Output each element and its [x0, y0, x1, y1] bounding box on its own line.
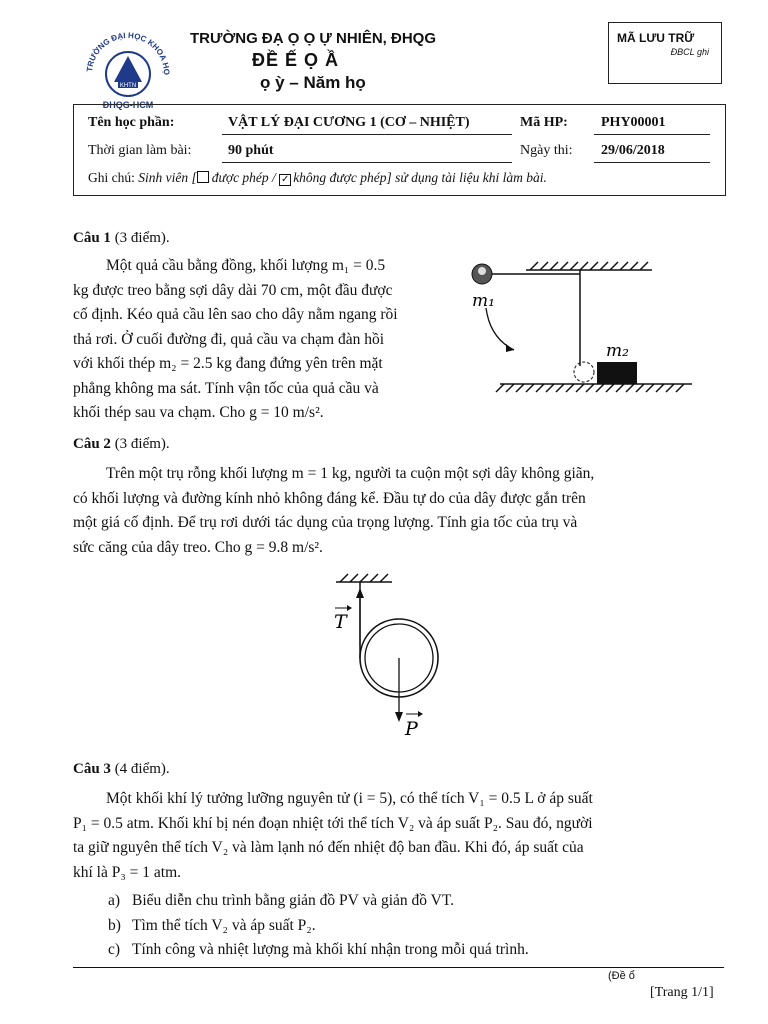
duration-value: 90 phút	[228, 143, 274, 158]
q1-line: khối thép sau va chạm. Cho g = 10 m/s².	[73, 404, 324, 421]
q2-line: một giá cố định. Để trụ rơi dưới tác dụng của trọng lượng. Tính gia tốc của trụ và	[73, 514, 578, 531]
q1-body	[73, 254, 453, 426]
checkbox-checked-icon: ✓	[280, 174, 290, 185]
label-m1: m₁	[472, 291, 495, 311]
steel-block	[597, 362, 637, 384]
q3-heading-line	[73, 757, 170, 781]
q1-line: kg được treo bằng sợi dây dài 70 cm, một đầu được	[73, 281, 393, 299]
footer-note: (Đề ổ	[608, 970, 635, 982]
q1-line: cố định. Kéo quả cầu lên sao cho dây nằm ngang rồi	[73, 306, 398, 323]
q2-heading: Câu 2	[73, 436, 111, 452]
q2-diagram	[326, 566, 456, 746]
exam-info-box	[73, 104, 726, 196]
q1-line: Một quả cầu bằng đồng, khối lượng m₁ = 0.5	[106, 257, 386, 274]
label-T: T	[334, 611, 347, 633]
note-suffix: ] sử dụng tài liệu khi làm bài.	[386, 170, 547, 185]
course-label: Tên học phần:	[88, 115, 175, 130]
school-name: TRƯỜNG ĐẠ Ọ Ọ Ự NHIÊN, ĐHQG	[190, 30, 437, 47]
logo-bottom-text: ĐHQG-HCM	[102, 100, 154, 110]
duration-label: Thời gian làm bài:	[88, 143, 192, 158]
q1-line: phẳng không ma sát. Tính vận tốc của quả cầu và	[73, 379, 379, 397]
label-m2: m₂	[606, 341, 629, 361]
q2-points: (3 điểm).	[114, 436, 170, 452]
footer-rule	[73, 967, 724, 968]
q3-item-text: Biểu diễn chu trình bằng giản đồ PV và giản đồ VT.	[132, 892, 455, 909]
q1-heading: Câu 1	[73, 230, 111, 246]
q2-heading-line	[73, 432, 170, 456]
logo-center-text: KHTN	[119, 83, 137, 89]
exam-subtitle: ọ ỳ – Năm họ	[260, 73, 366, 92]
q2-body	[73, 462, 697, 560]
label-P: P	[405, 718, 418, 740]
note-line	[88, 170, 547, 186]
course-code-label: Mã HP:	[520, 115, 568, 130]
note-allowed: được phép /	[211, 170, 276, 185]
course-code-value: PHY00001	[601, 115, 666, 130]
q2-line: có khối lượng và đường kính nhỏ không đáng kể. Đầu tự do của dây được gắn trên	[73, 489, 586, 507]
note-prefix: Sinh viên [	[138, 170, 197, 185]
q3-item-marker: c)	[108, 941, 121, 958]
page-number: [Trang 1/1]	[650, 985, 714, 1000]
q3-line: P₁ = 0.5 atm. Khối khí bị nén đoạn nhiệt tới thể tích V₂ và áp suất P₂. Sau đó, người	[73, 814, 593, 832]
exam-date-value: 29/06/2018	[601, 143, 665, 158]
storage-code-note: ĐBCL ghi	[670, 47, 709, 57]
q1-diagram	[462, 254, 702, 404]
q3-line: khí là P₃ = 1 atm.	[73, 863, 182, 881]
q3-item-text: Tính công và nhiệt lượng mà khối khí nhận trong mỗi quá trình.	[132, 941, 529, 958]
q3-item-marker: a)	[108, 892, 121, 909]
q1-line: với khối thép m₂ = 2.5 kg đang đứng yên trên mặt	[73, 355, 383, 372]
exam-date-label: Ngày thi:	[520, 143, 573, 158]
q3-item-a	[108, 889, 698, 914]
q3-item-text: Tìm thể tích V₂ và áp suất P₂.	[132, 916, 316, 934]
q1-points: (3 điểm).	[114, 230, 170, 246]
university-logo	[78, 22, 178, 112]
note-not-allowed: không được phép	[293, 170, 387, 185]
q3-body	[73, 787, 697, 885]
storage-code-box	[608, 22, 722, 84]
exam-title: ĐỀ Ế Ọ Ầ	[252, 50, 340, 70]
q1-heading-line	[73, 226, 170, 250]
q3-item-c	[108, 938, 698, 963]
note-label: Ghi chú:	[88, 170, 135, 185]
q3-subquestions	[108, 889, 698, 963]
q3-heading: Câu 3	[73, 761, 111, 777]
q3-item-b	[108, 914, 698, 939]
q2-line: sức căng của dây treo. Cho g = 9.8 m/s².	[73, 538, 323, 556]
q1-line: thả rơi. Ở cuối đường đi, quả cầu va chạm đàn hồi	[73, 330, 385, 348]
q3-item-marker: b)	[108, 916, 121, 934]
q2-line: Trên một trụ rỗng khối lượng m = 1 kg, người ta cuộn một sợi dây không giãn,	[106, 465, 595, 482]
course-value: VẬT LÝ ĐẠI CƯƠNG 1 (CƠ – NHIỆT)	[228, 115, 470, 130]
q3-line: Một khối khí lý tưởng lưỡng nguyên tử (i = 5), có thể tích V₁ = 0.5 L ở áp suất	[106, 790, 593, 807]
checkbox-unchecked-icon	[197, 171, 209, 183]
logo-arc-text: TRƯỜNG ĐẠI HỌC KHOA HỌ	[85, 30, 172, 76]
q3-points: (4 điểm).	[114, 761, 170, 777]
storage-code-label: MÃ LƯU TRỮ	[617, 31, 695, 45]
q3-line: ta giữ nguyên thể tích V₂ và làm lạnh nó đến nhiệt độ ban đầu. Khi đó, áp suất của	[73, 839, 584, 856]
